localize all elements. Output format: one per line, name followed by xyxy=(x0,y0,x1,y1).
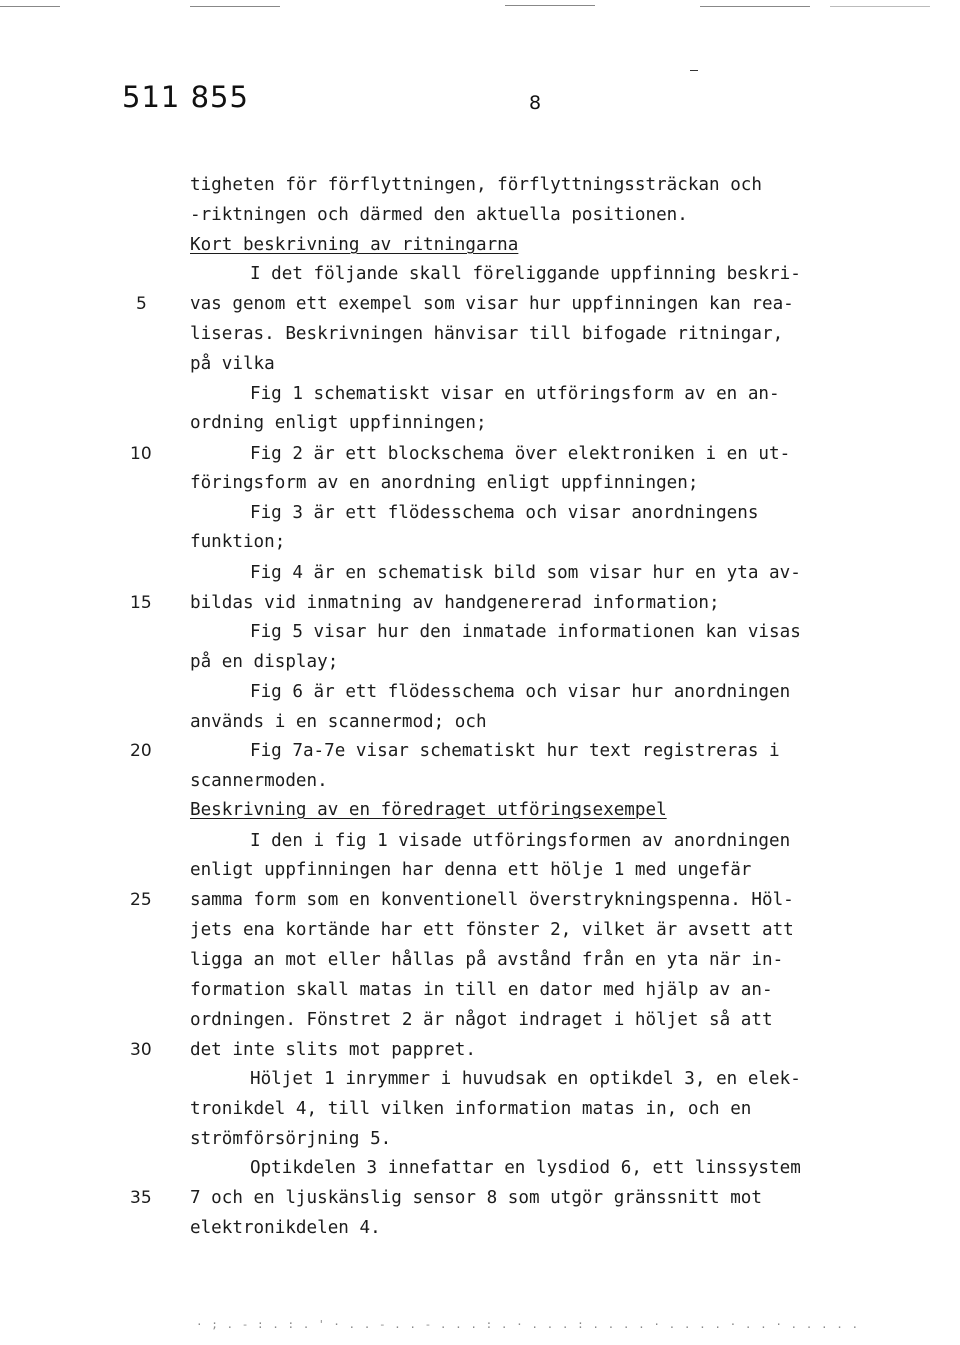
scan-artifact-line xyxy=(505,5,595,6)
text-line: Fig 5 visar hur den inmatade informationen kan visas xyxy=(250,622,801,642)
margin-line-number: 15 xyxy=(130,593,152,613)
text-line: scannermoden. xyxy=(190,771,328,791)
margin-line-number: 35 xyxy=(130,1188,152,1208)
section-heading: Beskrivning av en föredraget utföringsexempel xyxy=(190,800,667,820)
text-line: föringsform av en anordning enligt uppfinningen; xyxy=(190,473,699,493)
text-line: på vilka xyxy=(190,354,275,374)
text-line: 7 och en ljuskänslig sensor 8 som utgör gränssnitt mot xyxy=(190,1188,762,1208)
margin-line-number: 10 xyxy=(130,444,152,464)
text-line: används i en scannermod; och xyxy=(190,712,487,732)
text-line: tronikdel 4, till vilken information matas in, och en xyxy=(190,1099,752,1119)
text-line: Optikdelen 3 innefattar en lysdiod 6, ett linssystem xyxy=(250,1158,801,1178)
text-line: strömförsörjning 5. xyxy=(190,1129,392,1149)
scan-artifact-line xyxy=(0,6,60,7)
text-line: Fig 3 är ett flödesschema och visar anordningens xyxy=(250,503,759,523)
text-line: Fig 7a-7e visar schematiskt hur text registreras i xyxy=(250,741,780,761)
text-line: liseras. Beskrivningen hänvisar till bifogade ritningar, xyxy=(190,324,784,344)
section-heading: Kort beskrivning av ritningarna xyxy=(190,235,519,255)
text-line: samma form som en konventionell överstrykningspenna. Höl- xyxy=(190,890,794,910)
text-line: Fig 4 är en schematisk bild som visar hur en yta av- xyxy=(250,563,801,583)
text-line: Fig 6 är ett flödesschema och visar hur anordningen xyxy=(250,682,791,702)
scan-artifact-line xyxy=(700,6,810,7)
margin-line-number: 25 xyxy=(130,890,152,910)
text-line: ordningen. Fönstret 2 är något indraget i höljet så att xyxy=(190,1010,773,1030)
text-line: enligt uppfinningen har denna ett hölje 1 med ungefär xyxy=(190,860,752,880)
text-line: formation skall matas in till en dator med hjälp av an- xyxy=(190,980,773,1000)
text-line: ligga an mot eller hållas på avstånd från en yta när in- xyxy=(190,950,784,970)
text-line: tigheten för förflyttningen, förflyttningssträckan och xyxy=(190,175,762,195)
scan-noise: · ; . - : . : . ' · . . - . . - . . . : . · . . . : . . . . · . . . . · . . · . . . . . xyxy=(196,1318,860,1331)
text-line: Fig 1 schematiskt visar en utföringsform av en an- xyxy=(250,384,780,404)
scan-artifact-line xyxy=(190,6,280,7)
text-line: I det följande skall föreliggande uppfinning beskri- xyxy=(250,264,801,284)
margin-line-number: 20 xyxy=(130,741,152,761)
text-line: på en display; xyxy=(190,652,339,672)
text-line: Fig 2 är ett blockschema över elektroniken i en ut- xyxy=(250,444,791,464)
margin-line-number: 5 xyxy=(136,294,147,314)
text-line: Höljet 1 inrymmer i huvudsak en optikdel 3, en elek- xyxy=(250,1069,801,1089)
patent-number: 511 855 xyxy=(122,80,249,114)
margin-mark xyxy=(690,70,698,71)
text-line: jets ena kortände har ett fönster 2, vilket är avsett att xyxy=(190,920,794,940)
text-line: vas genom ett exempel som visar hur uppfinningen kan rea- xyxy=(190,294,794,314)
margin-line-number: 30 xyxy=(130,1040,152,1060)
text-line: funktion; xyxy=(190,532,286,552)
text-line: det inte slits mot pappret. xyxy=(190,1040,476,1060)
text-line: bildas vid inmatning av handgenererad information; xyxy=(190,593,720,613)
page-number: 8 xyxy=(529,92,542,114)
scan-artifact-line xyxy=(830,6,930,7)
text-line: I den i fig 1 visade utföringsformen av anordningen xyxy=(250,831,791,851)
text-line: elektronikdelen 4. xyxy=(190,1218,381,1238)
text-line: ordning enligt uppfinningen; xyxy=(190,413,487,433)
text-line: -riktningen och därmed den aktuella positionen. xyxy=(190,205,688,225)
